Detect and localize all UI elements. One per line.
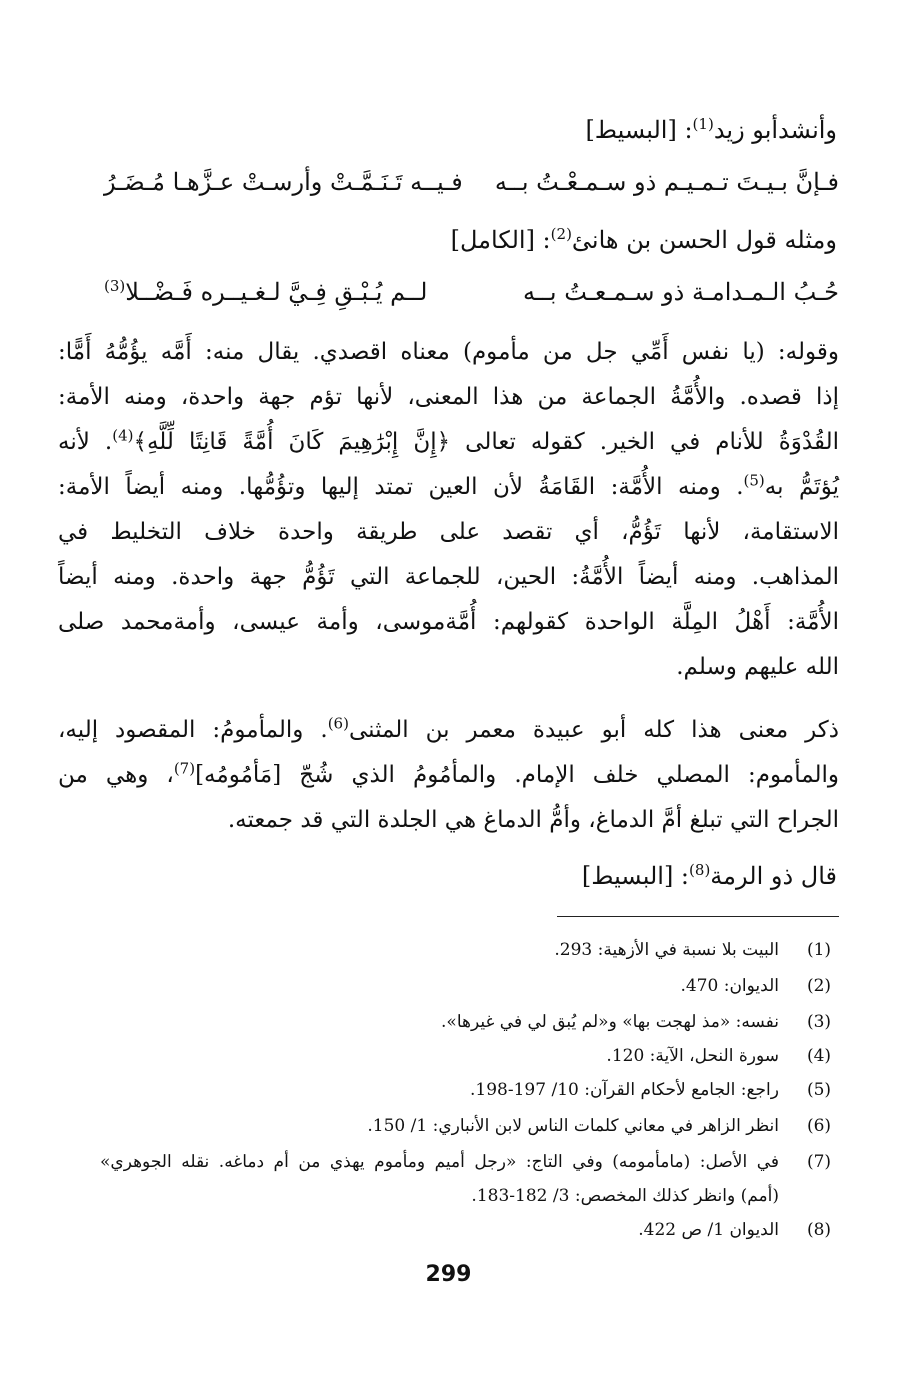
verse-intro-2 (100, 226, 837, 254)
verse-2-first-hemistich: حُـبُ الـمـدامـة ذو سـمـعـتُ بــه (523, 278, 839, 306)
footnote-ref-1[interactable]: (1) (692, 115, 714, 133)
footnote-number: (7) (806, 1152, 832, 1172)
footnote-6 (100, 1116, 839, 1146)
footnote-text: الديوان: 470. (680, 976, 779, 996)
footnote-text: نفسه: «مذ لهجت بها» و«لم يُبق لي في غيرها». (441, 1012, 779, 1032)
footnote-number: (2) (806, 976, 832, 996)
text-line: الله عليهم وسلم. (676, 654, 839, 680)
text-line: إذا قصده. والأُمَّةُ الجماعة من هذا المعنى، لأنها تؤم جهة واحدة، ومنه الأمة: (58, 384, 839, 410)
footnote-divider (557, 916, 839, 917)
footnote-number: (8) (806, 1220, 832, 1240)
footnote-ref-3[interactable]: (3) (104, 277, 126, 295)
text-line (58, 465, 839, 510)
footnote-4 (100, 1046, 839, 1076)
footnote-3 (100, 1012, 839, 1042)
text-fragment: يُؤتَمُّ به (764, 474, 839, 500)
text-fragment: . ومنه الأُمَّة: القَامَةُ لأن العين تمتد إليها وتؤُمُّها. ومنه أيضاً الأمة: (58, 474, 744, 500)
footnote-ref-5[interactable]: (5) (743, 471, 765, 490)
text-line: وقوله: (يا نفس أَمِّي جل من مأموم) معناه اقصدي. يقال منه: أَمَّه يؤُمُّهُ أَمًّا: (58, 339, 839, 365)
text-fragment: ذكر معنى هذا كله أبو عبيدة معمر بن المثنى (348, 717, 839, 743)
intro-text: قال ذو الرمة (710, 862, 837, 890)
footnote-text: البيت بلا نسبة في الأزهية: 293. (554, 940, 779, 960)
footnote-number: (6) (806, 1116, 832, 1136)
meter-label: : [البسيط] (581, 862, 690, 890)
text-line: المذاهب. ومنه أيضاً الأُمَّةُ: الحين، للجماعة التي تَؤُمُّ جهة واحدة. ومنه أيضاً (58, 564, 839, 590)
intro-text: ومثله قول الحسن بن هانئ (571, 226, 837, 254)
footnote-number: (3) (806, 1012, 832, 1032)
text-fragment: ، وهي من (58, 762, 174, 788)
verse-1-first-hemistich: فـإنَّ بـيـتَ تـمـيـم ذو سـمـعْـتُ بــه (494, 168, 839, 196)
text-fragment: والمأموم: المصلي خلف الإمام. والمأمُومُ الذي شُجّ [مَأمُومُه] (195, 762, 839, 788)
footnote-text-continued: (أمم) وانظر كذلك المخصص: 3/ 182-183. (471, 1186, 779, 1206)
intro-text: وأنشدأبو زيد (713, 116, 837, 144)
footnote-text: الديوان 1/ ص 422. (638, 1220, 779, 1240)
footnote-1 (100, 940, 839, 970)
footnote-number: (1) (806, 940, 832, 960)
footnote-text: راجع: الجامع لأحكام القرآن: 10/ 197-198. (469, 1080, 779, 1100)
text-line (58, 753, 839, 798)
footnote-number: (4) (806, 1046, 832, 1066)
footnote-ref-6[interactable]: (6) (327, 714, 349, 733)
meter-label: : [الكامل] (450, 226, 551, 254)
text-fragment: . والمأمومُ: المقصود إليه، (58, 717, 328, 743)
text-line: الجراح التي تبلغ أمَّ الدماغ، وأمُّ الدماغ هي الجلدة التي قد جمعته. (227, 807, 839, 833)
text-line (58, 708, 839, 753)
verse-intro-3 (100, 862, 837, 890)
footnote-text: انظر الزاهر في معاني كلمات الناس لابن الأنباري: 1/ 150. (367, 1116, 779, 1136)
verse-1-second-hemistich: فـيــه تَـنَـمَّـتْ وأرسـتْ عـزَّهـا مُـضَـرُ (104, 168, 463, 196)
paragraph-2 (58, 708, 839, 843)
text-fragment: . لأنه (58, 429, 113, 455)
footnote-8 (100, 1220, 839, 1250)
text-line (58, 420, 839, 465)
footnote-2 (100, 976, 839, 1006)
text-line: الاستقامة، لأنها تَؤُمُّ، أي تقصد على طريقة واحدة خلاف التخليط في (58, 519, 839, 545)
quran-quote: القُدْوَةُ للأنام في الخير. كقوله تعالى ﴿إِنَّ إِبْرَٰهِيمَ كَانَ أُمَّةً قَانِتًا لِّلَّهِ﴾ (133, 429, 839, 455)
footnote-7 (100, 1152, 839, 1216)
footnote-text: سورة النحل، الآية: 120. (606, 1046, 779, 1066)
verse-intro-1 (100, 116, 837, 144)
verse-1 (104, 168, 839, 208)
verse-2 (104, 278, 839, 318)
footnote-text: في الأصل: (مامأمومه) وفي التاج: «رجل أميم ومأموم يهذي من أم دماغه. نقله الجوهري» (100, 1152, 779, 1172)
meter-label: : [البسيط] (585, 116, 693, 144)
footnote-ref-7[interactable]: (7) (173, 759, 196, 778)
footnote-ref-4[interactable]: (4) (112, 426, 134, 445)
verse-2-second-hemistich (104, 278, 427, 306)
footnote-ref-8[interactable]: (8) (689, 861, 711, 879)
paragraph-1 (58, 330, 839, 690)
text-line: الأُمَّة: أَهْلُ المِلَّة الواحدة كقولهم: أُمَّةموسى، وأمة عيسى، وأمةمحمد صلى (58, 609, 839, 635)
footnote-ref-2[interactable]: (2) (550, 225, 572, 243)
footnote-5 (100, 1080, 839, 1110)
hemistich-text: لــم يُـبْـقِ فِـيَّ لـغـيــره فَـضْــلا (125, 278, 428, 306)
page-number: 299 (425, 1262, 472, 1287)
footnote-number: (5) (806, 1080, 832, 1100)
